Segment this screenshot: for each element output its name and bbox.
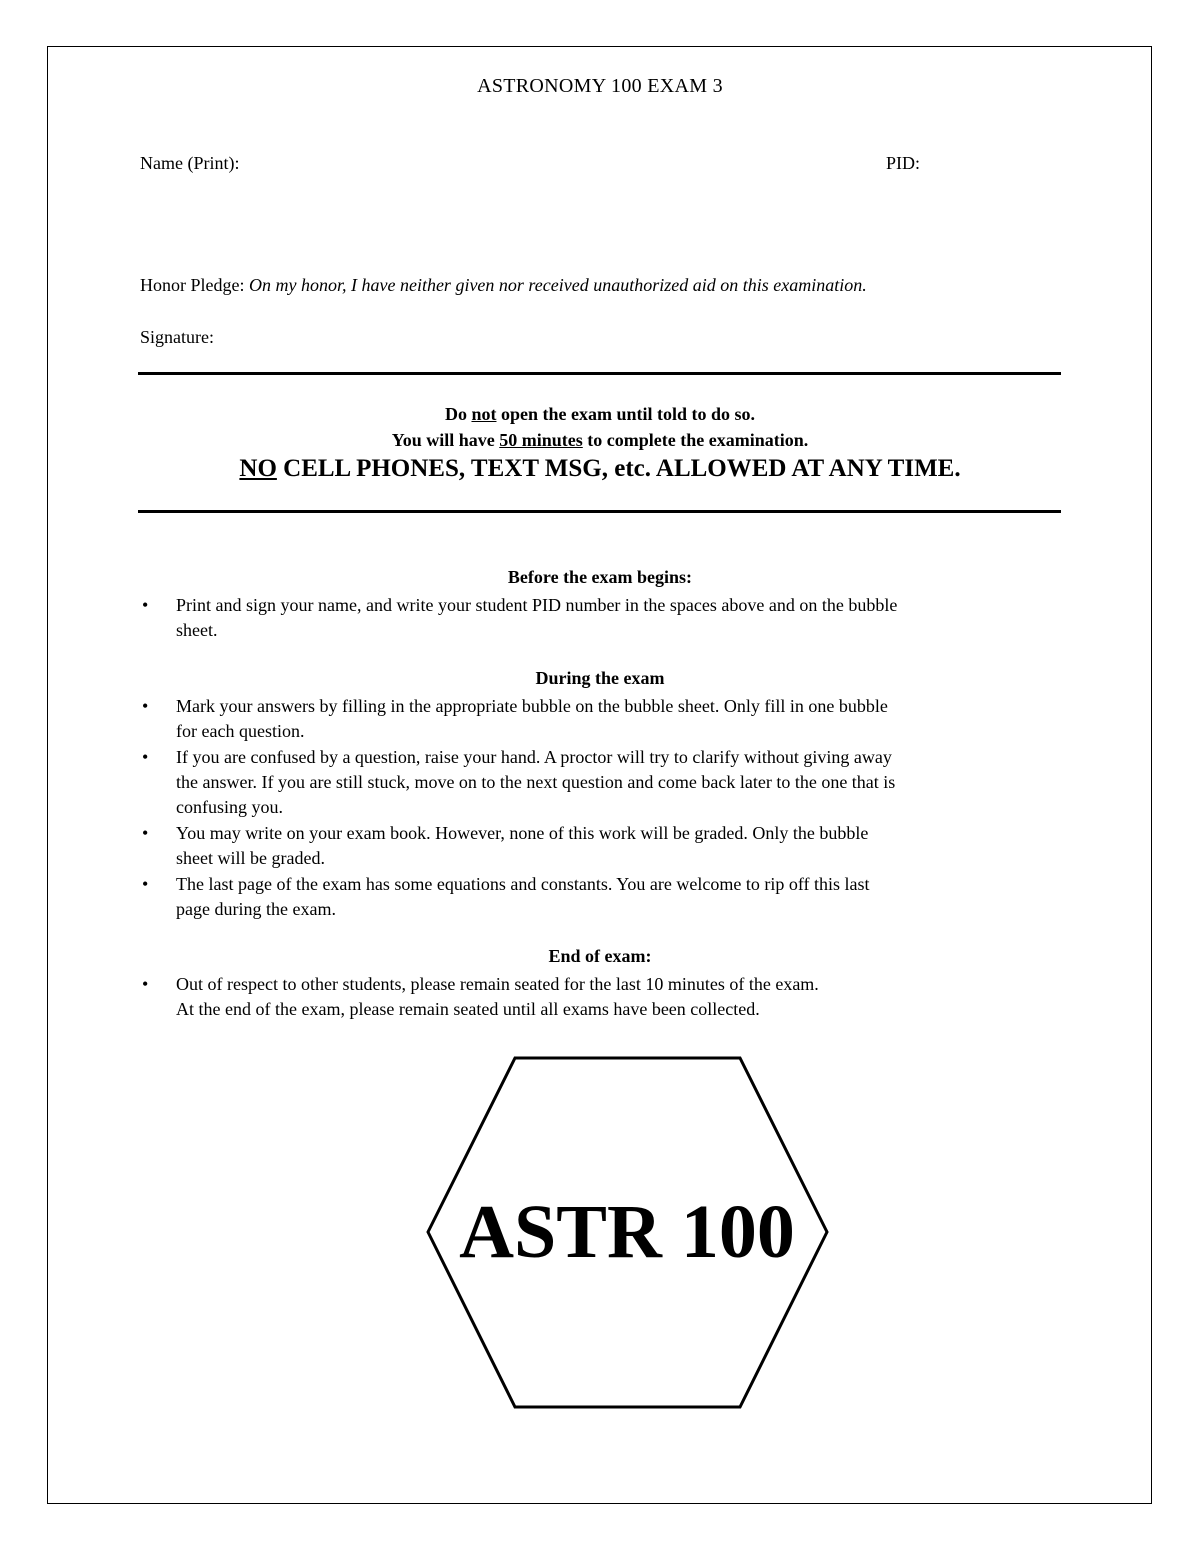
astr-100-logo (425, 1055, 830, 1410)
notice-emphasis: NO (239, 455, 277, 482)
pledge-label: Honor Pledge: (140, 275, 249, 295)
notice-emphasis: not (471, 404, 497, 424)
notice-text: open the exam until told to do so. (496, 404, 756, 424)
list-item-text: Mark your answers by filling in the appropriate bubble on the bubble sheet. Only fill in one bubble (176, 696, 888, 716)
list-item-text: sheet will be graded. (176, 848, 325, 868)
name-label: Name (Print): (140, 153, 240, 173)
list-item (140, 821, 1050, 871)
list-item-text: sheet. (176, 620, 218, 640)
bullet-icon: • (142, 747, 149, 767)
logo-text: ASTR 100 (459, 1190, 795, 1274)
notice-emphasis: 50 minutes (499, 430, 583, 450)
section-heading-end: End of exam: (548, 946, 652, 966)
bullet-icon: • (142, 823, 149, 843)
list-item-text: for each question. (176, 721, 305, 741)
list-item-text: confusing you. (176, 797, 283, 817)
notice-text: Do (444, 404, 472, 424)
notice-line-2 (0, 430, 1200, 451)
list-item (140, 745, 1050, 820)
notice-line-3 (0, 455, 1200, 483)
notice-text: You will have (391, 430, 500, 450)
section-heading-during: During the exam (535, 668, 665, 688)
divider-top (138, 372, 1061, 375)
list-item-text: page during the exam. (176, 899, 336, 919)
list-item-text: If you are confused by a question, raise your hand. A proctor will try to clarify without giving away (176, 747, 892, 767)
notice-line-1 (0, 404, 1200, 425)
list-item (140, 972, 1050, 1022)
bullet-icon: • (142, 974, 149, 994)
bullet-icon: • (142, 696, 149, 716)
honor-pledge (140, 275, 867, 296)
section-heading-before: Before the exam begins: (507, 567, 693, 587)
exam-title: ASTRONOMY 100 EXAM 3 (477, 75, 723, 97)
divider-bottom (138, 510, 1061, 513)
list-item-text: You may write on your exam book. However, none of this work will be graded. Only the bubble (176, 823, 869, 843)
notice-text: to complete the examination. (582, 430, 809, 450)
list-item (140, 593, 1050, 643)
list-item-text: the answer. If you are still stuck, move on to the next question and come back later to the one that is (176, 772, 896, 792)
signature-label: Signature: (140, 327, 214, 347)
list-item (140, 694, 1050, 744)
bullet-icon: • (142, 874, 149, 894)
list-item-text: Print and sign your name, and write your student PID number in the spaces above and on the bubble (176, 595, 898, 615)
list-item-text: The last page of the exam has some equations and constants. You are welcome to rip off this last (176, 874, 870, 894)
bullet-icon: • (142, 595, 149, 615)
list-item-text: Out of respect to other students, please remain seated for the last 10 minutes of the exam. (176, 974, 819, 994)
notice-text: CELL PHONES, TEXT MSG, etc. ALLOWED AT ANY TIME. (276, 455, 961, 482)
pid-label: PID: (886, 153, 921, 173)
pledge-text: On my honor, I have neither given nor received unauthorized aid on this examination. (248, 275, 867, 295)
list-item-text: At the end of the exam, please remain seated until all exams have been collected. (176, 999, 760, 1019)
list-item (140, 872, 1050, 922)
